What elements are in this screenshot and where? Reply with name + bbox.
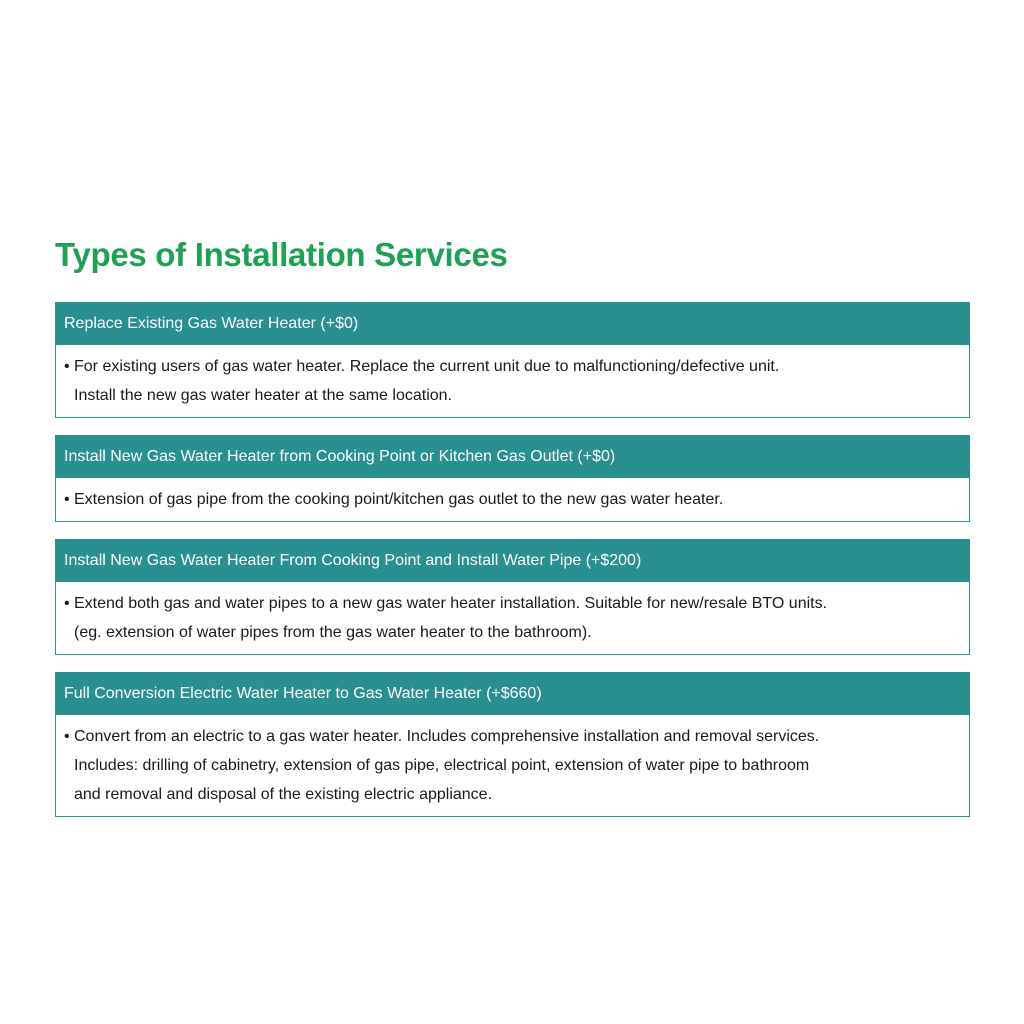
bullet-icon: • — [64, 358, 70, 375]
service-description — [56, 478, 969, 521]
service-header: Install New Gas Water Heater From Cooking Point and Install Water Pipe (+$200) — [56, 540, 969, 582]
service-header: Install New Gas Water Heater from Cooking Point or Kitchen Gas Outlet (+$0) — [56, 436, 969, 478]
bullet-icon: • — [64, 491, 70, 508]
bullet-icon: • — [64, 595, 70, 612]
service-card-full-conversion — [55, 672, 970, 817]
service-description — [56, 715, 969, 816]
service-card-replace-existing — [55, 302, 970, 418]
description-line: (eg. extension of water pipes from the gas water heater to the bathroom). — [74, 624, 592, 641]
bullet-line — [64, 589, 961, 618]
service-card-install-with-water-pipe — [55, 539, 970, 655]
description-line: Includes: drilling of cabinetry, extension of gas pipe, electrical point, extension of water pipe to bathroom — [74, 757, 810, 774]
bullet-line — [64, 722, 961, 751]
bullet-line — [64, 352, 961, 381]
description-line: Extend both gas and water pipes to a new gas water heater installation. Suitable for new/resale BTO units. — [74, 595, 828, 612]
service-header: Full Conversion Electric Water Heater to Gas Water Heater (+$660) — [56, 673, 969, 715]
services-list — [55, 302, 970, 834]
description-line: Install the new gas water heater at the same location. — [74, 387, 452, 404]
service-card-install-from-cooking-point — [55, 435, 970, 522]
description-line: For existing users of gas water heater. Replace the current unit due to malfunctioning/defective unit. — [74, 358, 780, 375]
bullet-line — [64, 485, 961, 514]
service-description — [56, 582, 969, 654]
service-header: Replace Existing Gas Water Heater (+$0) — [56, 303, 969, 345]
page-title: Types of Installation Services — [55, 236, 508, 273]
bullet-icon: • — [64, 728, 70, 745]
description-line: Convert from an electric to a gas water heater. Includes comprehensive installation and removal services. — [74, 728, 820, 745]
description-line: Extension of gas pipe from the cooking point/kitchen gas outlet to the new gas water heater. — [74, 491, 724, 508]
description-line: and removal and disposal of the existing electric appliance. — [74, 786, 493, 803]
service-description — [56, 345, 969, 417]
